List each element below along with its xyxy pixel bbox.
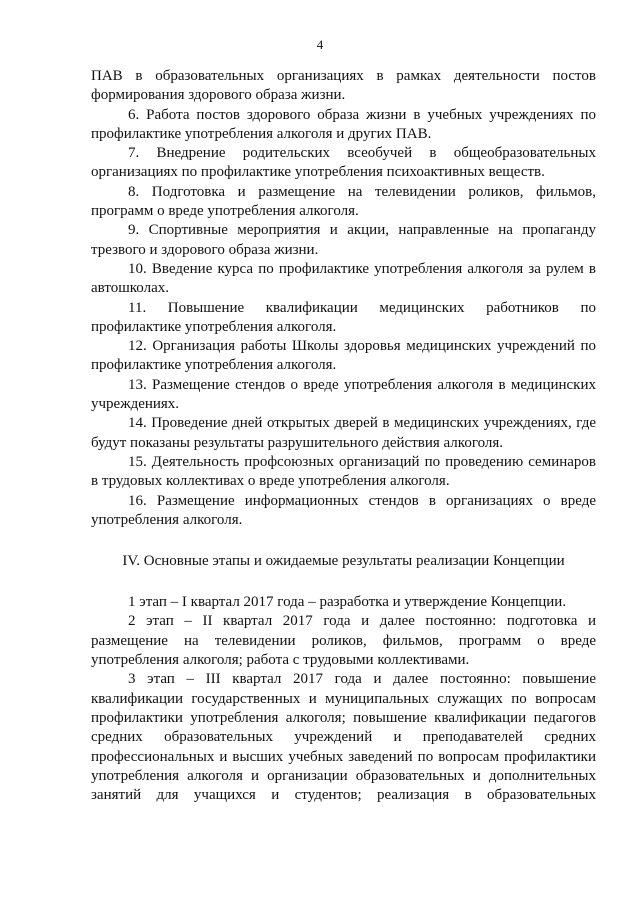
- list-item-7: 7. Внедрение родительских всеобучей в общеобразовательных организациях по профилактике употребления психоактивных веществ.: [91, 145, 596, 181]
- list-item-9: 9. Спортивные мероприятия и акции, направленные на пропаганду трезвого и здорового образа жизни.: [91, 222, 596, 258]
- section-heading: IV. Основные этапы и ожидаемые результаты реализации Концепции: [122, 553, 565, 570]
- document-body: [91, 67, 596, 805]
- list-item-13: 13. Размещение стендов о вреде употребления алкоголя в медицинских учреждениях.: [91, 376, 596, 413]
- page-number: 4: [316, 37, 324, 52]
- stage-2: 2 этап – II квартал 2017 года и далее постоянно: подготовка и размещение на телевидении роликов, фильмов, программ о вреде употребления алкоголя; работа с трудовыми коллективами.: [91, 613, 596, 669]
- stage-3: 3 этап – III квартал 2017 года и далее постоянно: повышение квалификации государственных и муниципальных служащих по вопросам профилактики употребления алкоголя; повышение квалификации педагогов средних образовательных учреждений и преподавателей средних профессиональных и высших учебных заведений по вопросам профилактики употребления алкоголя и организации образовательных и дополнительных занятий для учащихся и студентов; реализация в образовательных: [91, 671, 596, 804]
- list-item-12: 12. Организация работы Школы здоровья медицинских учреждений по профилактике употребления алкоголя.: [91, 338, 596, 374]
- list-item-8: 8. Подготовка и размещение на телевидении роликов, фильмов, программ о вреде употребления алкоголя.: [91, 183, 596, 220]
- list-item-15: 15. Деятельность профсоюзных организаций по проведению семинаров в трудовых коллективах о вреде употребления алкоголя.: [91, 453, 596, 490]
- list-item-10: 10. Введение курса по профилактике употребления алкоголя за рулем в автошколах.: [91, 260, 596, 297]
- list-item-16: 16. Размещение информационных стендов в организациях о вреде употребления алкоголя.: [91, 492, 596, 528]
- list-item-11: 11. Повышение квалификации медицинских работников по профилактике употребления алкоголя.: [91, 299, 596, 335]
- list-item-6: 6. Работа постов здорового образа жизни в учебных учреждениях по профилактике употребления алкоголя и других ПАВ.: [91, 106, 596, 142]
- list-item-14: 14. Проведение дней открытых дверей в медицинских учреждениях, где будут показаны результаты разрушительного действия алкоголя.: [91, 415, 596, 451]
- stage-1: 1 этап – I квартал 2017 года – разработка и утверждение Концепции.: [128, 594, 567, 611]
- paragraph-continuation: ПАВ в образовательных организациях в рамках деятельности постов формирования здорового образа жизни.: [91, 68, 596, 104]
